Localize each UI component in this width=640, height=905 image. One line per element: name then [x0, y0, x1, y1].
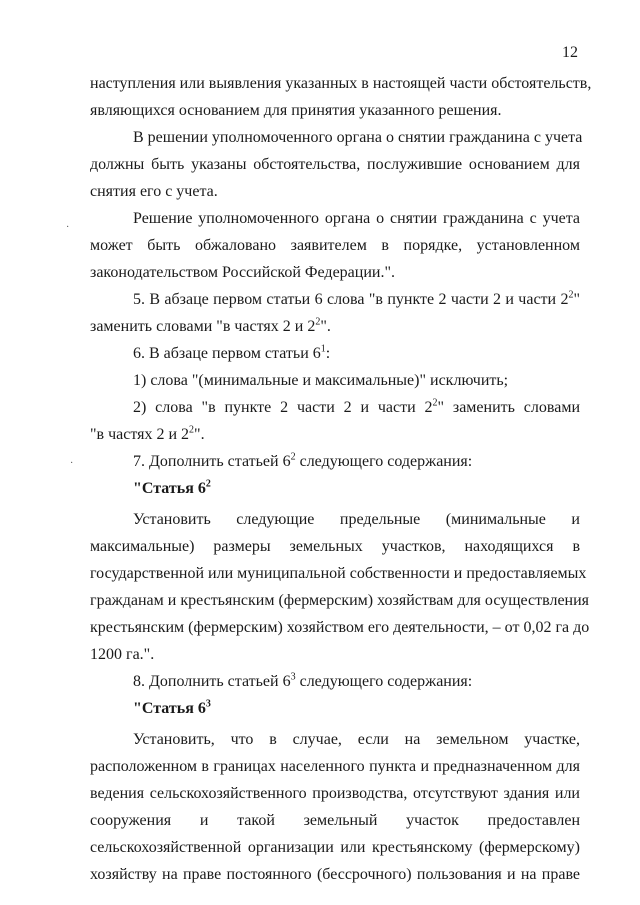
- text-line: Решение уполномоченного органа о снятии гражданина с учета: [133, 210, 580, 227]
- text-line: 2) слова "в пункте 2 части 2 и части $2^2$" заменить словами: [133, 397, 580, 416]
- text-line: максимальные) размеры земельных участков, находящихся в: [90, 538, 580, 555]
- text-line: 1200 га.".: [90, 646, 155, 663]
- text-line: законодательством Российской Федерации.".: [90, 264, 395, 281]
- scan-speck: ·: [70, 458, 74, 469]
- text-line: 8. Дополнить статьей $6^3$ следующего содержания:: [133, 671, 473, 690]
- text-line: может быть обжаловано заявителем в порядке, установленном: [90, 237, 580, 254]
- text-line: хозяйству на праве постоянного (бессрочного) пользования и на праве: [90, 866, 580, 883]
- text-line: являющихся основанием для принятия указанного решения.: [90, 102, 502, 119]
- scan-speck: ·: [66, 222, 70, 233]
- text-line: должны быть указаны обстоятельства, послужившие основанием для: [90, 156, 580, 173]
- text-line: ведения сельскохозяйственного производства, отсутствуют здания или: [90, 785, 580, 802]
- text-line: 7. Дополнить статьей $6^2$ следующего содержания:: [133, 451, 473, 470]
- page-number: 12: [562, 44, 578, 61]
- text-line: Установить, что в случае, если на земельном участке,: [133, 731, 580, 748]
- text-line: государственной или муниципальной собственности и предоставляемых: [90, 565, 587, 582]
- text-line: Установить следующие предельные (минимальные и: [133, 511, 580, 528]
- text-line: крестьянским (фермерским) хозяйством его деятельности, – от 0,02 га до: [90, 619, 590, 636]
- text-line: наступления или выявления указанных в настоящей части обстоятельств,: [90, 75, 592, 92]
- text-line: В решении уполномоченного органа о снятии гражданина с учета: [133, 129, 583, 146]
- text-line: гражданам и крестьянским (фермерским) хозяйствам для осуществления: [90, 592, 590, 609]
- text-line: "в частях 2 и $2^2$".: [90, 424, 205, 443]
- text-line: 1) слова "(минимальные и максимальные)" исключить;: [133, 372, 509, 389]
- text-line: сооружения и такой земельный участок предоставлен: [90, 812, 580, 829]
- text-line: сельскохозяйственной организации или крестьянскому (фермерскому): [90, 839, 580, 856]
- text-line: снятия его с учета.: [90, 183, 218, 200]
- text-line: заменить словами "в частях 2 и $2^2$".: [90, 316, 331, 335]
- text-line: 5. В абзаце первом статьи 6 слова "в пункте 2 части 2 и части $2^2$": [133, 289, 580, 308]
- article-heading: "Статья $6^2$: [133, 478, 211, 497]
- text-line: 6. В абзаце первом статьи $6^1$:: [133, 343, 331, 362]
- text-line: расположенном в границах населенного пункта и предназначенном для: [90, 758, 580, 775]
- article-heading: "Статья $6^3$: [133, 698, 211, 717]
